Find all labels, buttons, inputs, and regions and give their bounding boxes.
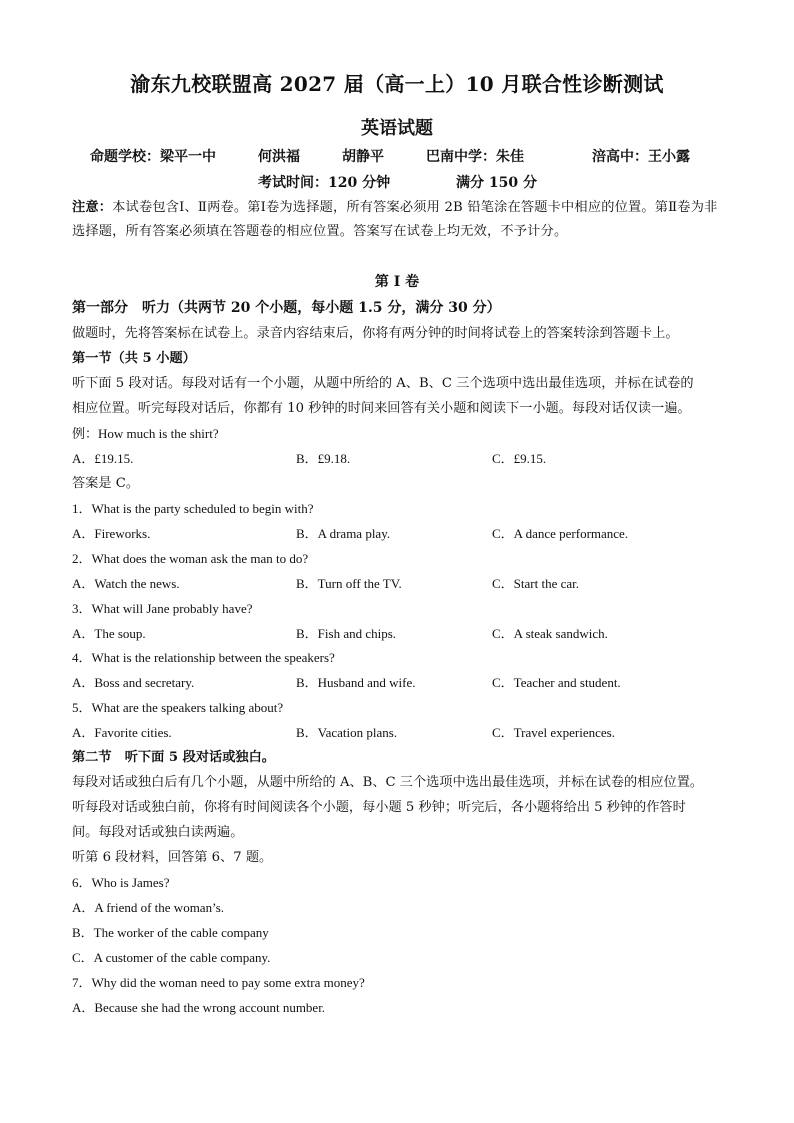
exam-score: 满分 150 分 bbox=[456, 175, 537, 191]
example-option-b: B．£9.18. bbox=[296, 451, 351, 466]
question-3: 3．What will Jane probably have? bbox=[72, 601, 253, 616]
q7-option-a: A．Because she had the wrong account number. bbox=[72, 1000, 326, 1015]
q2-option-c: C．Start the car. bbox=[492, 576, 580, 591]
author-school-3: 涪高中：王小露 bbox=[592, 149, 690, 165]
q6-option-b: B．The worker of the cable company bbox=[72, 925, 269, 940]
q2-option-b: B．Turn off the TV. bbox=[296, 576, 402, 591]
q3-option-c: C．A steak sandwich. bbox=[492, 626, 608, 641]
q4-option-b: B．Husband and wife. bbox=[296, 675, 416, 690]
authors-line bbox=[0, 146, 794, 166]
q4-option-c: C．Teacher and student. bbox=[492, 675, 621, 690]
author-name-1: 何洪福 bbox=[258, 149, 300, 165]
question-1: 1．What is the party scheduled to begin with? bbox=[72, 501, 314, 516]
notice-label: 注意： bbox=[72, 200, 113, 215]
section1-instruction-2: 相应位置。听完每段对话后，你都有 10 秒钟的时间来回答有关小题和阅读下一小题。每段对话仅读一遍。 bbox=[72, 401, 691, 416]
exam-title: 渝东九校联盟高 2027 届（高一上）10 月联合性诊断测试 bbox=[130, 72, 664, 96]
q5-option-a: A．Favorite cities. bbox=[72, 725, 172, 740]
notice-text: 本试卷包含Ⅰ、Ⅱ两卷。第Ⅰ卷为选择题，所有答案必须用 2B 铅笔涂在答题卡中相应的位置。第Ⅱ卷为非选择题，所有答案必须填在答题卷的相应位置。答案写在试卷上均无效，不予计分。 bbox=[72, 200, 718, 239]
example-question: 例：How much is the shirt? bbox=[72, 426, 219, 441]
q2-option-a: A．Watch the news. bbox=[72, 576, 180, 591]
example-option-a: A．£19.15. bbox=[72, 451, 134, 466]
question-2: 2．What does the woman ask the man to do? bbox=[72, 551, 309, 566]
question-4: 4．What is the relationship between the speakers? bbox=[72, 650, 335, 665]
author-school-1: 命题学校：梁平一中 bbox=[90, 149, 216, 165]
section2-instruction-2: 听每段对话或独白前，你将有时间阅读各个小题，每小题 5 秒钟；听完后，各小题将给出 5 秒钟的作答时 bbox=[72, 800, 686, 815]
q6-option-c: C．A customer of the cable company. bbox=[72, 950, 271, 965]
example-answer: 答案是 C。 bbox=[72, 476, 140, 491]
q5-option-c: C．Travel experiences. bbox=[492, 725, 615, 740]
q1-option-a: A．Fireworks. bbox=[72, 526, 151, 541]
notice-paragraph bbox=[72, 196, 728, 244]
example-option-c: C．£9.15. bbox=[492, 451, 547, 466]
q3-option-a: A．The soup. bbox=[72, 626, 146, 641]
volume-heading: 第 I 卷 bbox=[374, 274, 420, 290]
subject-title: 英语试题 bbox=[361, 118, 433, 139]
question-5: 5．What are the speakers talking about? bbox=[72, 700, 284, 715]
question-6: 6．Who is James? bbox=[72, 875, 170, 890]
section2-instruction-1: 每段对话或独白后有几个小题，从题中所给的 A、B、C 三个选项中选出最佳选项，并标在试卷的相应位置。 bbox=[72, 775, 704, 790]
q3-option-b: B．Fish and chips. bbox=[296, 626, 397, 641]
q5-option-b: B．Vacation plans. bbox=[296, 725, 398, 740]
q1-option-b: B．A drama play. bbox=[296, 526, 391, 541]
material-6-note: 听第 6 段材料，回答第 6、7 题。 bbox=[72, 850, 273, 865]
part1-instruction: 做题时，先将答案标在试卷上。录音内容结束后，你将有两分钟的时间将试卷上的答案转涂到答题卡上。 bbox=[72, 326, 679, 341]
section2-heading: 第二节 听下面 5 段对话或独白。 bbox=[72, 750, 275, 765]
exam-info-line bbox=[0, 172, 794, 192]
question-7: 7．Why did the woman need to pay some extra money? bbox=[72, 975, 365, 990]
section1-heading: 第一节（共 5 小题） bbox=[72, 351, 196, 366]
author-name-2: 胡静平 bbox=[342, 149, 384, 165]
q1-option-c: C．A dance performance. bbox=[492, 526, 629, 541]
author-school-2: 巴南中学：朱佳 bbox=[426, 149, 524, 165]
exam-time: 考试时间：120 分钟 bbox=[258, 175, 391, 191]
section1-instruction-1: 听下面 5 段对话。每段对话有一个小题，从题中所给的 A、B、C 三个选项中选出最佳选项，并标在试卷的 bbox=[72, 376, 694, 391]
section2-instruction-3: 间。每段对话或独白读两遍。 bbox=[72, 825, 244, 840]
q4-option-a: A．Boss and secretary. bbox=[72, 675, 195, 690]
q6-option-a: A．A friend of the woman’s. bbox=[72, 900, 225, 915]
part1-heading: 第一部分 听力（共两节 20 个小题，每小题 1.5 分，满分 30 分） bbox=[72, 300, 501, 316]
